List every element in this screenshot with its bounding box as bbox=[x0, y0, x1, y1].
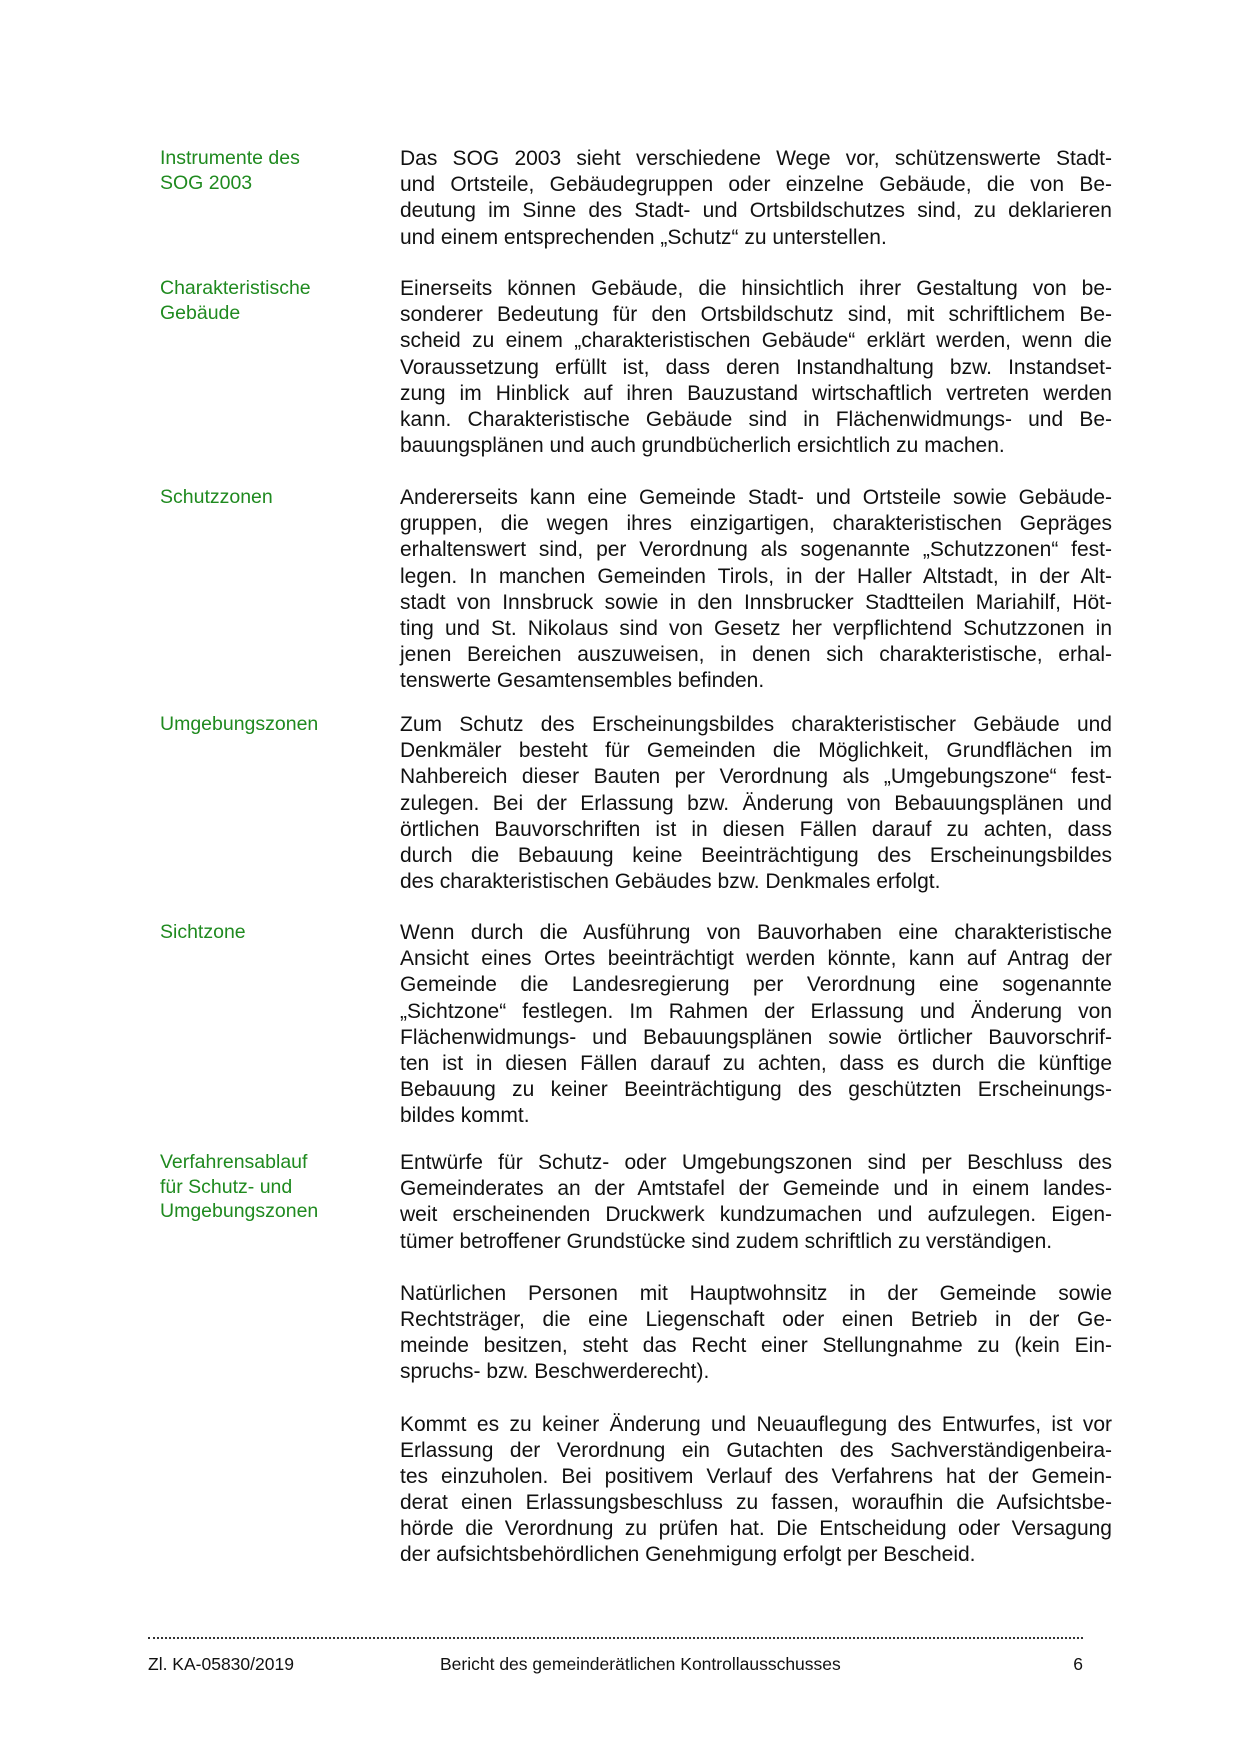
paragraph bbox=[400, 712, 1112, 895]
paragraph bbox=[400, 1281, 1112, 1386]
margin-heading-line: für Schutz- und bbox=[160, 1175, 293, 1198]
margin-heading-line: Charakteristische bbox=[160, 277, 311, 299]
text-line bbox=[400, 1438, 1112, 1464]
text-line bbox=[400, 1025, 1112, 1051]
section-body bbox=[400, 146, 1112, 277]
text-line bbox=[400, 1359, 1112, 1385]
text-line bbox=[400, 225, 1112, 251]
margin-heading-line: Sichtzone bbox=[160, 921, 246, 943]
text-line bbox=[400, 1103, 1112, 1129]
section-body bbox=[400, 712, 1112, 921]
margin-heading bbox=[160, 485, 360, 510]
text-line bbox=[400, 817, 1112, 843]
text-line bbox=[400, 564, 1112, 590]
margin-heading bbox=[160, 146, 360, 195]
margin-heading-line: SOG 2003 bbox=[160, 171, 253, 194]
text-line bbox=[400, 1333, 1112, 1359]
text-line-content: Wenn durch die Ausführung von Bauvorhaben eine charakteristische bbox=[400, 921, 1112, 944]
margin-heading bbox=[160, 276, 360, 325]
text-line bbox=[400, 764, 1112, 790]
text-line-content: tenswerte Gesamtensembles befinden. bbox=[400, 669, 765, 693]
text-line-content: ten ist in diesen Fällen darauf zu achten, dass es durch die künftige bbox=[400, 1051, 1112, 1075]
text-line bbox=[400, 198, 1112, 224]
text-line-content: bildes kommt. bbox=[400, 1104, 530, 1128]
text-line-content: legen. In manchen Gemeinden Tirols, in der Haller Altstadt, in der Alt- bbox=[400, 564, 1112, 588]
text-line-content: Flächenwidmungs- und Bebauungsplänen sowie örtlicher Bauvorschrif- bbox=[400, 1025, 1112, 1049]
text-line-content: bauungsplänen und auch grundbücherlich ersichtlich zu machen. bbox=[400, 434, 1005, 458]
text-line-content: Das SOG 2003 sieht verschiedene Wege vor, schützenswerte Stadt- bbox=[400, 147, 1112, 170]
text-line bbox=[400, 1542, 1112, 1568]
text-line bbox=[400, 1490, 1112, 1516]
text-line bbox=[400, 972, 1112, 998]
text-line-content: scheid zu einem „charakteristischen Gebäude“ erklärt werden, wenn die bbox=[400, 329, 1112, 353]
margin-heading-line: Umgebungszonen bbox=[160, 1200, 319, 1222]
text-line bbox=[400, 172, 1112, 198]
section-body bbox=[400, 276, 1112, 485]
paragraph bbox=[400, 485, 1112, 695]
text-line-content: erhaltenswert sind, per Verordnung als sogenannte „Schutzzonen“ fest- bbox=[400, 538, 1112, 562]
margin-heading bbox=[160, 712, 360, 737]
text-line bbox=[400, 1307, 1112, 1333]
text-line bbox=[400, 999, 1112, 1025]
text-line-content: tümer betroffener Grundstücke sind zudem schriftlich zu verständigen. bbox=[400, 1229, 1053, 1253]
margin-heading bbox=[160, 1150, 360, 1224]
text-line-content: Andererseits kann eine Gemeinde Stadt- und Ortsteile sowie Gebäude- bbox=[400, 486, 1112, 509]
text-line bbox=[400, 946, 1112, 972]
text-line-content: spruchs- bzw. Beschwerderecht). bbox=[400, 1360, 710, 1384]
text-line-content: Kommt es zu keiner Änderung und Neuauflegung des Entwurfes, ist vor bbox=[400, 1412, 1112, 1436]
text-line bbox=[400, 590, 1112, 616]
text-line-content: ting und St. Nikolaus sind von Gesetz her verpflichtend Schutzzonen in bbox=[400, 616, 1112, 640]
text-line bbox=[400, 1176, 1112, 1202]
text-line-content: Natürlichen Personen mit Hauptwohnsitz in der Gemeinde sowie bbox=[400, 1281, 1112, 1305]
text-line bbox=[400, 355, 1112, 381]
text-line bbox=[400, 616, 1112, 642]
text-line-content: Bebauung zu keiner Beeinträchtigung des geschützten Erscheinungs- bbox=[400, 1078, 1112, 1102]
text-line-content: Rechtsträger, die eine Liegenschaft oder einen Betrieb in der Ge- bbox=[400, 1307, 1112, 1331]
text-line-content: „Sichtzone“ festlegen. Im Rahmen der Erlassung und Änderung von bbox=[400, 999, 1112, 1023]
text-line bbox=[400, 1412, 1112, 1438]
text-line-content: tes einzuholen. Bei positivem Verlauf des Verfahrens hat der Gemein- bbox=[400, 1464, 1112, 1488]
text-line bbox=[400, 668, 1112, 694]
margin-heading-line: Schutzzonen bbox=[160, 486, 273, 508]
margin-heading bbox=[160, 920, 360, 945]
text-line bbox=[400, 511, 1112, 537]
footer-divider bbox=[148, 1637, 1083, 1639]
text-line-content: Einerseits können Gebäude, die hinsichtlich ihrer Gestaltung von be- bbox=[400, 277, 1112, 300]
text-line-content: meinde besitzen, steht das Recht einer Stellungnahme zu (kein Ein- bbox=[400, 1334, 1112, 1358]
text-line bbox=[400, 1281, 1112, 1307]
text-line bbox=[400, 328, 1112, 354]
text-line-content: hörde die Verordnung zu prüfen hat. Die Entscheidung oder Versagung bbox=[400, 1517, 1112, 1541]
text-line-content: des charakteristischen Gebäudes bzw. Denkmales erfolgt. bbox=[400, 870, 941, 894]
margin-heading-line: Instrumente des bbox=[160, 147, 300, 169]
text-line-content: stadt von Innsbruck sowie in den Innsbrucker Stadtteilen Mariahilf, Höt- bbox=[400, 590, 1112, 614]
text-line bbox=[400, 1051, 1112, 1077]
page-number: 6 bbox=[1073, 1654, 1083, 1674]
text-line-content: der aufsichtsbehördlichen Genehmigung erfolgt per Bescheid. bbox=[400, 1543, 976, 1567]
text-line bbox=[400, 433, 1112, 459]
paragraph bbox=[400, 1150, 1112, 1255]
text-line bbox=[400, 1516, 1112, 1542]
margin-heading-line: Umgebungszonen bbox=[160, 713, 319, 735]
text-line-content: zulegen. Bei der Erlassung bzw. Änderung von Bebauungsplänen und bbox=[400, 791, 1112, 815]
text-line-content: jenen Bereichen auszuweisen, in denen sich charakteristische, erhal- bbox=[400, 643, 1112, 667]
text-line-content: Gemeinde die Landesregierung per Verordnung eine sogenannte bbox=[400, 973, 1112, 997]
text-line-content: deutung im Sinne des Stadt- und Ortsbildschutzes sind, zu deklarieren bbox=[400, 199, 1112, 223]
text-line bbox=[400, 485, 1112, 511]
text-line bbox=[400, 712, 1112, 738]
text-line bbox=[400, 381, 1112, 407]
text-line bbox=[400, 1150, 1112, 1176]
text-line-content: und Ortsteile, Gebäudegruppen oder einzelne Gebäude, die von Be- bbox=[400, 173, 1112, 197]
text-line-content: Zum Schutz des Erscheinungsbildes charakteristischer Gebäude und bbox=[400, 713, 1112, 736]
text-line-content: Entwürfe für Schutz- oder Umgebungszonen sind per Beschluss des bbox=[400, 1151, 1112, 1174]
text-line bbox=[400, 791, 1112, 817]
text-line-content: sonderer Bedeutung für den Ortsbildschutz sind, mit schriftlichem Be- bbox=[400, 303, 1112, 327]
text-line-content: kann. Charakteristische Gebäude sind in Flächenwidmungs- und Be- bbox=[400, 407, 1112, 431]
paragraph bbox=[400, 920, 1112, 1130]
footer-reference: Zl. KA-05830/2019 bbox=[148, 1654, 294, 1674]
text-line-content: Gemeinderates an der Amtstafel der Gemeinde und in einem landes- bbox=[400, 1177, 1112, 1201]
text-line bbox=[400, 302, 1112, 328]
text-line bbox=[400, 1464, 1112, 1490]
text-line bbox=[400, 407, 1112, 433]
section-body bbox=[400, 920, 1112, 1156]
text-line-content: Nahbereich dieser Bauten per Verordnung als „Umgebungszone“ fest- bbox=[400, 765, 1112, 789]
text-line-content: Erlassung der Verordnung ein Gutachten des Sachverständigenbeira- bbox=[400, 1438, 1112, 1462]
text-line bbox=[400, 843, 1112, 869]
paragraph bbox=[400, 1412, 1112, 1569]
text-line-content: durch die Bebauung keine Beeinträchtigung des Erscheinungsbildes bbox=[400, 843, 1112, 867]
footer-title: Bericht des gemeinderätlichen Kontrollausschusses bbox=[440, 1654, 841, 1674]
text-line-content: Voraussetzung erfüllt ist, dass deren Instandhaltung bzw. Instandset- bbox=[400, 355, 1112, 379]
text-line bbox=[400, 869, 1112, 895]
text-line-content: derat einen Erlassungsbeschluss zu fassen, woraufhin die Aufsichtsbe- bbox=[400, 1491, 1112, 1515]
text-line bbox=[400, 642, 1112, 668]
text-line-content: weit erscheinenden Druckwerk kundzumachen und aufzulegen. Eigen- bbox=[400, 1203, 1112, 1227]
text-line bbox=[400, 1077, 1112, 1103]
text-line bbox=[400, 1229, 1112, 1255]
paragraph bbox=[400, 146, 1112, 251]
margin-heading-line: Gebäude bbox=[160, 301, 241, 324]
text-line-content: örtlichen Bauvorschriften ist in diesen Fällen darauf zu achten, dass bbox=[400, 817, 1112, 841]
text-line-content: Denkmäler besteht für Gemeinden die Möglichkeit, Grundflächen im bbox=[400, 739, 1112, 763]
text-line bbox=[400, 920, 1112, 946]
text-line bbox=[400, 276, 1112, 302]
text-line bbox=[400, 537, 1112, 563]
margin-heading-line: Verfahrensablauf bbox=[160, 1151, 308, 1173]
text-line bbox=[400, 1202, 1112, 1228]
text-line bbox=[400, 738, 1112, 764]
text-line-content: und einem entsprechenden „Schutz“ zu unterstellen. bbox=[400, 225, 887, 249]
text-line-content: gruppen, die wegen ihres einzigartigen, charakteristischen Gepräges bbox=[400, 512, 1112, 536]
paragraph bbox=[400, 276, 1112, 459]
text-line-content: zung im Hinblick auf ihren Bauzustand wirtschaftlich vertreten werden bbox=[400, 381, 1112, 405]
text-line-content: Ansicht eines Ortes beeinträchtigt werden könnte, kann auf Antrag der bbox=[400, 947, 1112, 971]
section-body bbox=[400, 485, 1112, 721]
text-line bbox=[400, 146, 1112, 172]
section-body bbox=[400, 1150, 1112, 1595]
